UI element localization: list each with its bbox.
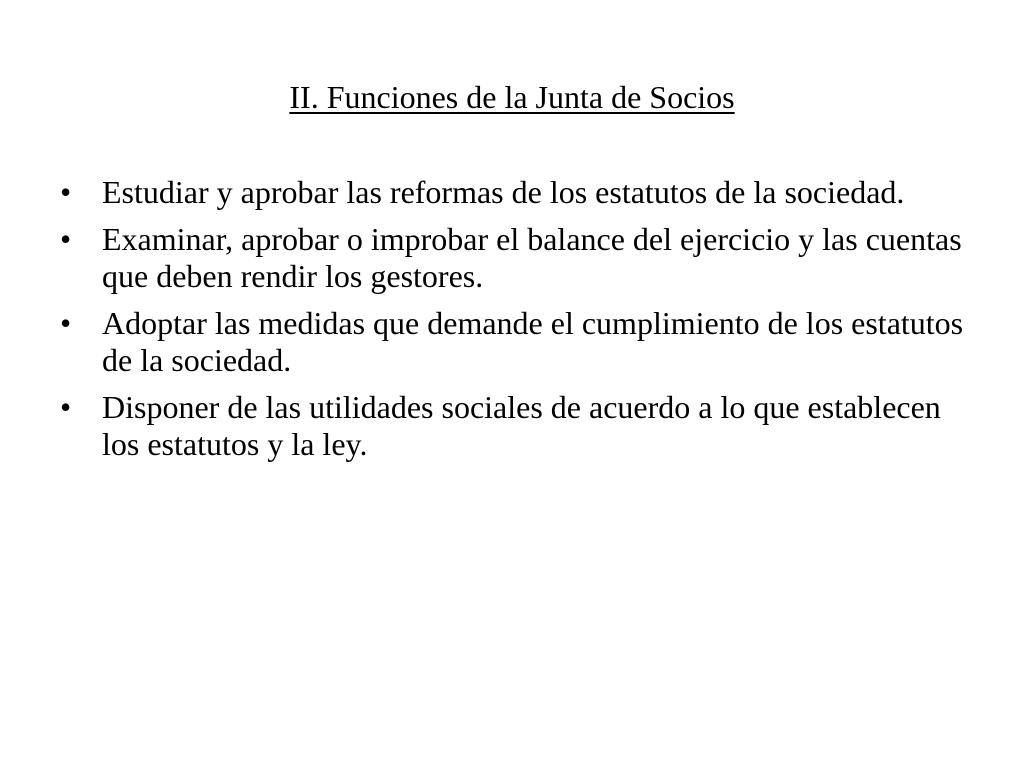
slide-title-text: II. Funciones de la Junta de Socios bbox=[289, 79, 735, 115]
bullet-item bbox=[56, 174, 976, 211]
slide-title bbox=[0, 74, 1024, 120]
bullet-dot-icon: • bbox=[60, 389, 72, 425]
bullet-text: Disponer de las utilidades sociales de acuerdo a lo que establecen los estatutos y la ley. bbox=[102, 389, 941, 462]
bullet-dot-icon: • bbox=[60, 305, 72, 341]
bullet-item bbox=[56, 221, 976, 295]
bullet-text: Adoptar las medidas que demande el cumplimiento de los estatutos de la sociedad. bbox=[102, 305, 964, 378]
bullet-dot-icon: • bbox=[60, 174, 72, 210]
bullet-list bbox=[56, 174, 976, 473]
bullet-dot-icon: • bbox=[60, 221, 72, 257]
bullet-item bbox=[56, 389, 976, 463]
bullet-item bbox=[56, 305, 976, 379]
bullet-text: Examinar, aprobar o improbar el balance del ejercicio y las cuentas que deben rendir los gestores. bbox=[102, 221, 962, 294]
bullet-text: Estudiar y aprobar las reformas de los estatutos de la sociedad. bbox=[102, 174, 905, 210]
